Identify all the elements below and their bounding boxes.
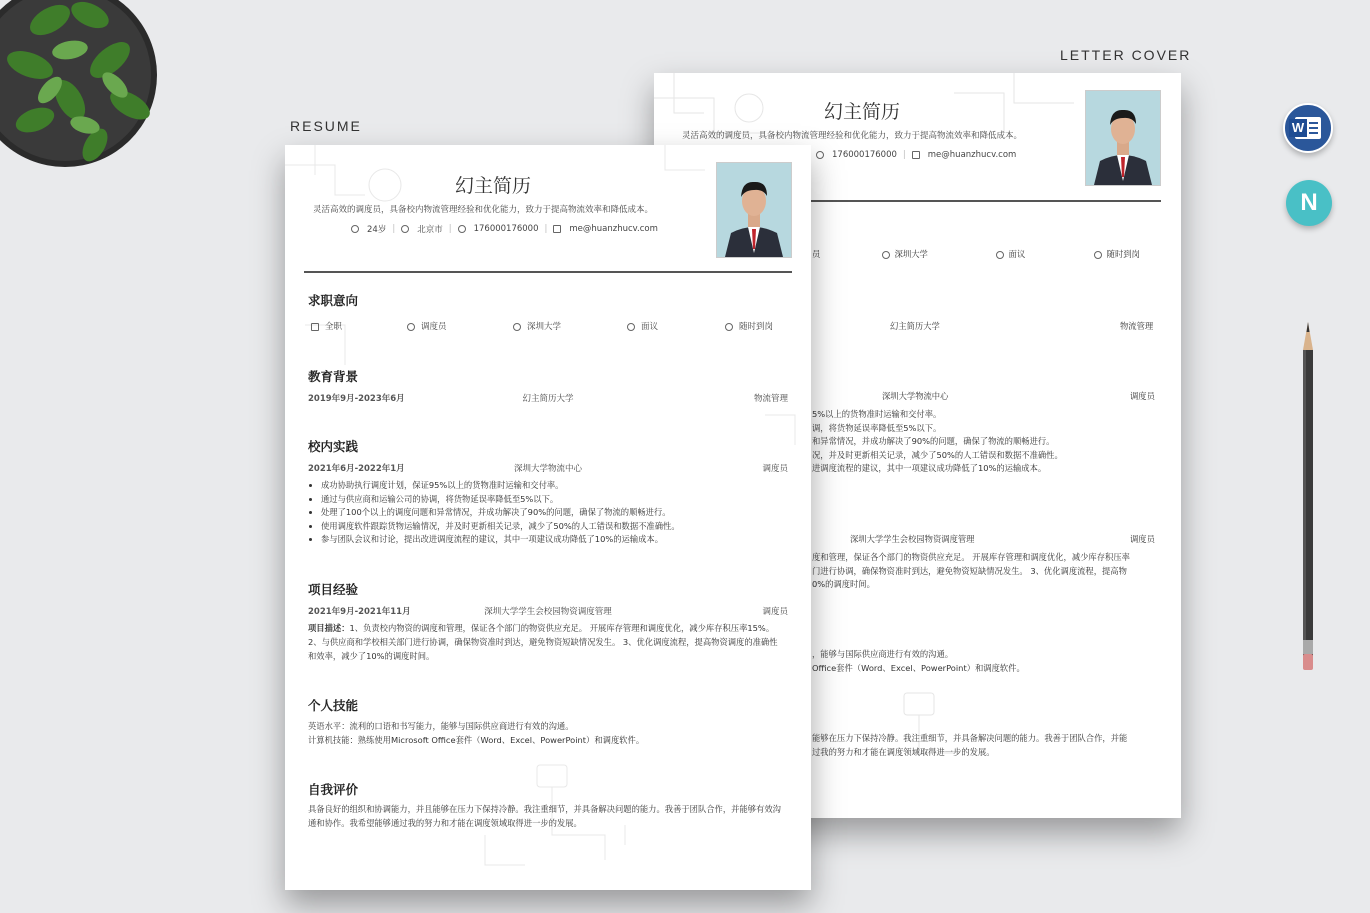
cover-project-line: 0%的调度时间。 xyxy=(812,579,875,589)
cover-skill-line: ，能够与国际供应商进行有效的沟通。 xyxy=(812,649,954,659)
cover-campus-line: 况，并及时更新相关记录，减少了50%的人工错误和数据不准确性。 xyxy=(812,450,1063,460)
project-name: 深圳大学学生会校园物资调度管理 xyxy=(484,607,612,617)
cover-page: 幻主简历 灵活高效的调度员，具备校内物流管理经验和优化能力，致力于提高物流效率和降低成本。 176000176000 | me@huanzhucv.com 员 深圳大学 面议 随时到岗 幻主简历大学 物流管理 深圳大学物流中心 调度员 5%以上的货物准时运输和交付率。 调，将货物延误率降低至5%以下。 和异常情况，并成功解决了90%的问题，确保了物流的顺畅进行。 况，并及时更新相关记录，减少了50%的人工错误和数据不准确性。 进调度流程的建议，其中一项建议成功降低了10%的运输成本。 深圳大学学生会校园物资调度管理 调度员 度和管理，保证各个部门的物资供应充足。 开展库存管理和调度优化，减少库存积压率 门进行协调，确保物资准时到达，避免物资短缺情况发生。 3、优化调度流程，提高物 0%的调度时间。 ，能够与国际供应商进行有效的沟通。 Office套件（Word、Excel、PowerPoint）和调度软件。 能够在压力下保持冷静。我注重细节，并具备解决问题的能力。我善于团队合作，并能 过我的努力和才能在调度领域取得进一步的发展。 xyxy=(654,73,1181,818)
education-period: 2019年9月-2023年6月 xyxy=(308,394,405,404)
cover-project-line: 门进行协调，确保物资准时到达，避免物资短缺情况发生。 3、优化调度流程，提高物 xyxy=(812,566,1127,576)
project-desc-text: 1、负责校内物资的调度和管理，保证各个部门的物资供应充足。 开展库存管理和调度优化，减少库存积压率15%。 2、与供应商和学校相关部门进行协调，确保物资准时到达，避免物资短缺情况发生。 3、优化调度流程，提高物资调度的准确性和效率，减少了10%的调度时间。 xyxy=(308,623,778,661)
skill-line: 计算机技能：熟练使用Microsoft Office套件（Word、Excel、PowerPoint）和调度软件。 xyxy=(308,735,645,745)
cover-intent-4: 随时到岗 xyxy=(1106,249,1140,259)
list-item: • 使用调度软件跟踪货物运输情况，并及时更新相关记录，减少了50%的人工错误和数据不准确性。 xyxy=(321,520,771,534)
cover-tagline: 灵活高效的调度员，具备校内物流管理经验和优化能力，致力于提高物流效率和降低成本。 xyxy=(682,131,1023,141)
resume-tagline: 灵活高效的调度员，具备校内物流管理经验和优化能力，致力于提高物流效率和降低成本。 xyxy=(313,205,654,215)
resume-name: 幻主简历 xyxy=(455,175,532,197)
resume-photo xyxy=(716,162,792,258)
intent-availability: 随时到岗 xyxy=(739,322,774,332)
cover-phone: 176000176000 xyxy=(832,150,897,160)
email-icon xyxy=(912,151,920,159)
cover-name: 幻主简历 xyxy=(824,101,901,123)
list-icon xyxy=(311,323,319,331)
salary-icon xyxy=(996,251,1004,259)
cover-self-line: 过我的努力和才能在调度领域取得进一步的发展。 xyxy=(812,747,995,757)
resume-label: RESUME xyxy=(290,118,362,134)
education-school: 幻主简历大学 xyxy=(522,394,574,404)
campus-role: 调度员 xyxy=(762,464,788,474)
school-icon xyxy=(882,251,890,259)
cover-self-line: 能够在压力下保持冷静。我注重细节，并具备解决问题的能力。我善于团队合作，并能 xyxy=(812,733,1128,743)
cover-project-role: 调度员 xyxy=(1130,534,1155,544)
word-app-icon[interactable]: W xyxy=(1283,103,1333,153)
campus-bullet-list xyxy=(308,479,771,547)
cover-campus-line: 调，将货物延误率降低至5%以下。 xyxy=(812,423,942,433)
campus-period: 2021年6月-2022年1月 xyxy=(308,464,405,474)
section-title-intent: 求职意向 xyxy=(308,293,359,308)
pencil-image xyxy=(1300,322,1316,672)
phone-icon xyxy=(816,151,824,159)
intent-salary: 面议 xyxy=(641,322,659,332)
education-major: 物流管理 xyxy=(753,394,788,404)
project-role: 调度员 xyxy=(762,607,788,617)
email[interactable]: me@huanzhucv.com xyxy=(569,224,658,234)
skill-line: 英语水平：流利的口语和书写能力，能够与国际供应商进行有效的沟通。 xyxy=(308,721,574,731)
intent-location: 深圳大学 xyxy=(527,322,562,332)
list-item: • 通过与供应商和运输公司的协调，将货物延误率降低至5%以下。 xyxy=(321,493,771,507)
section-title-self: 自我评价 xyxy=(308,782,359,797)
cover-photo xyxy=(1085,90,1161,186)
email-icon xyxy=(553,225,561,233)
potted-plant-image xyxy=(0,0,175,190)
cover-project-line: 度和管理，保证各个部门的物资供应充足。 开展库存管理和调度优化，减少库存积压率 xyxy=(812,552,1130,562)
section-title-education: 教育背景 xyxy=(308,369,359,384)
school-icon xyxy=(513,323,521,331)
section-title-skills: 个人技能 xyxy=(308,698,359,713)
cover-campus-line: 5%以上的货物准时运输和交付率。 xyxy=(812,409,942,419)
letter-cover-label: LETTER COVER xyxy=(1060,47,1192,63)
campus-org: 深圳大学物流中心 xyxy=(513,464,582,474)
section-title-project: 项目经验 xyxy=(308,582,359,597)
cover-campus-line: 和异常情况，并成功解决了90%的问题，确保了物流的顺畅进行。 xyxy=(812,436,1055,446)
header-divider xyxy=(304,271,792,273)
intent-position: 调度员 xyxy=(421,322,447,332)
cover-skill-line: Office套件（Word、Excel、PowerPoint）和调度软件。 xyxy=(812,663,1025,673)
project-desc-label: 项目描述： xyxy=(308,623,350,633)
salary-icon xyxy=(627,323,635,331)
phone: 176000176000 xyxy=(473,224,539,234)
city: 北京市 xyxy=(417,225,443,235)
self-evaluation-text: 具备良好的组织和协调能力，并且能够在压力下保持冷静。我注重细节，并具备解决问题的能力。我善于团队合作，并能够有效沟通和协作。我希望能够通过我的努力和才能在调度领域取得进一步的发展。 xyxy=(308,804,781,828)
wps-app-icon[interactable]: N xyxy=(1286,180,1332,226)
location-icon xyxy=(401,225,409,233)
list-item: • 参与团队会议和讨论，提出改进调度流程的建议，其中一项建议成功降低了10%的运输成本。 xyxy=(321,533,771,547)
person-icon xyxy=(351,225,359,233)
cover-edu-major: 物流管理 xyxy=(1120,321,1154,331)
list-item: • 处理了100个以上的调度问题和异常情况，并成功解决了90%的问题，确保了物流的顺畅进行。 xyxy=(321,506,771,520)
phone-icon xyxy=(458,225,466,233)
person-icon xyxy=(407,323,415,331)
cover-intent-2: 深圳大学 xyxy=(894,249,928,259)
clock-icon xyxy=(1094,251,1102,259)
age: 24岁 xyxy=(367,225,387,235)
list-item: • 成功协助执行调度计划，保证95%以上的货物准时运输和交付率。 xyxy=(321,479,771,493)
cover-divider xyxy=(809,200,1161,202)
cover-edu-school: 幻主简历大学 xyxy=(890,321,940,331)
project-period: 2021年9月-2021年11月 xyxy=(308,607,411,617)
cover-campus-org: 深圳大学物流中心 xyxy=(882,391,949,401)
intent-type: 全职 xyxy=(325,322,343,332)
cover-campus-role: 调度员 xyxy=(1130,391,1155,401)
cover-intent-3: 面议 xyxy=(1008,249,1026,259)
clock-icon xyxy=(725,323,733,331)
cover-email[interactable]: me@huanzhucv.com xyxy=(927,150,1017,160)
project-description xyxy=(308,621,785,663)
cover-project-name: 深圳大学学生会校园物资调度管理 xyxy=(850,534,975,544)
cover-intent-1: 员 xyxy=(812,249,821,259)
section-title-campus: 校内实践 xyxy=(308,439,359,454)
resume-page: 幻主简历 灵活高效的调度员，具备校内物流管理经验和优化能力，致力于提高物流效率和降低成本。 24岁 | 北京市 | 176000176000 | me@huanzhucv.com 求职意向 全职 调度员 深圳大学 面议 随时到岗 教育背景 2019年9月-2023年6月 幻主简历大学 物流管理 校内实践 2021年6月-2022年1月 深圳大学物流中心 调度员 • 成功协助执行调度计划，保证95%以上的货物准时运输和交付率。 • 通过与供应商和运输公司的协调，将货物延误率降低至5%以下。 • 处理了100个以上的调度问题和异常情况，并成功解决了90%的问题，确保了物流的顺畅进行。 • 使用调度软件跟踪货物运输情况，并及时更新相关记录，减少了50%的人工错误和数据不准确性。 • 参与团队会议和讨论，提出改进调度流程的建议，其中一项建议成功降低了10%的运输成本。 项目经验 2021年9月-2021年11月 深圳大学学生会校园物资调度管理 调度员 项目描述：1、负责校内物资的调度和管理，保证各个部门的物资供应充足。 开展库存管理和调度优化，减少库存积压率15%。 2、与供应商和学校相关部门进行协调，确保物资准时到达，避免物资短缺情况发生。 3、优化调度流程，提高物资调度的准确性和效率，减少了10%的调度时间。 个人技能 英语水平：流利的口语和书写能力，能够与国际供应商进行有效的沟通。 计算机技能：熟练使用Microsoft Office套件（Word、Excel、PowerPoint）和调度软件。 自我评价 具备良好的组织和协调能力，并且能够在压力下保持冷静。我注重细节，并具备解决问题的能力。我善于团队合作，并能够有效沟通和协作。我希望能够通过我的努力和才能在调度领域取得进一步的发展。 xyxy=(285,145,811,890)
cover-campus-line: 进调度流程的建议，其中一项建议成功降低了10%的运输成本。 xyxy=(812,463,1047,473)
